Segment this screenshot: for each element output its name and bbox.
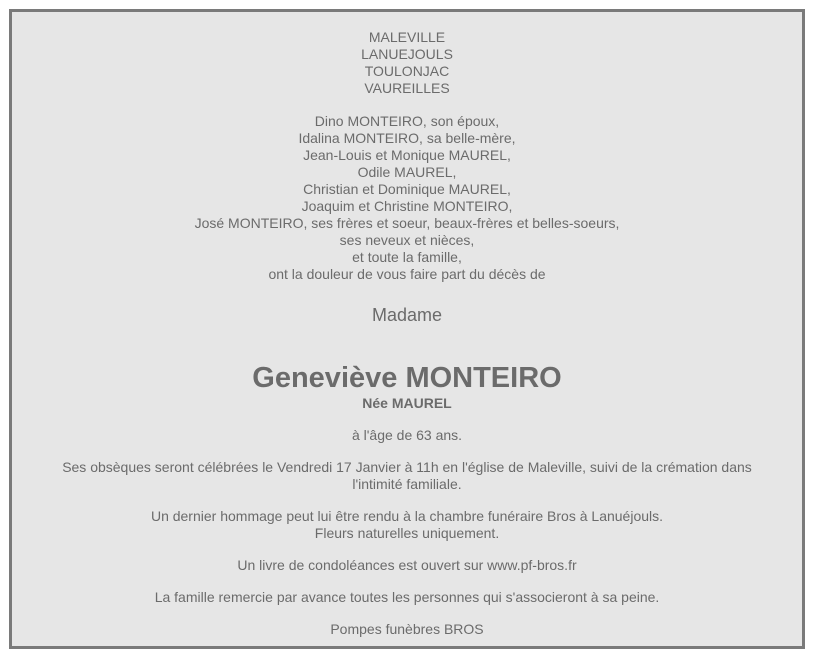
thanks-text: La famille remercie par avance toutes les personnes qui s'associeront à sa peine. xyxy=(154,589,660,605)
funeral-line: l'intimité familiale. xyxy=(352,476,462,492)
family-line: ont la douleur de vous faire part du décès de xyxy=(268,266,546,282)
family-list xyxy=(12,113,802,283)
age-text: à l'âge de 63 ans. xyxy=(351,427,463,443)
obituary-notice xyxy=(9,9,805,649)
place-name: VAUREILLES xyxy=(364,80,450,96)
condolence-book-text: Un livre de condoléances est ouvert sur www.pf-bros.fr xyxy=(237,557,577,573)
funeral-line: Ses obsèques seront célébrées le Vendredi 17 Janvier à 11h en l'église de Maleville, suivi de la crémation dans xyxy=(62,459,752,475)
family-line: et toute la famille, xyxy=(352,249,462,265)
place-name: TOULONJAC xyxy=(364,63,450,79)
deceased-name: Geneviève MONTEIRO xyxy=(252,362,562,394)
place-name: LANUEJOULS xyxy=(361,46,453,62)
funeral-home: Pompes funèbres BROS xyxy=(330,621,484,637)
maiden-name: Née MAUREL xyxy=(362,395,452,411)
family-line: ses neveux et nièces, xyxy=(339,232,475,248)
family-line: Jean-Louis et Monique MAUREL, xyxy=(303,147,511,163)
tribute-line: Fleurs naturelles uniquement. xyxy=(314,525,500,541)
places-list xyxy=(12,29,802,97)
honorific: Madame xyxy=(371,305,443,325)
family-line: Christian et Dominique MAUREL, xyxy=(303,181,511,197)
family-line: Idalina MONTEIRO, sa belle-mère, xyxy=(298,130,516,146)
funeral-details xyxy=(12,459,802,493)
tribute-details xyxy=(12,508,802,542)
place-name: MALEVILLE xyxy=(368,29,446,45)
family-line: Dino MONTEIRO, son époux, xyxy=(314,113,500,129)
tribute-line: Un dernier hommage peut lui être rendu à la chambre funéraire Bros à Lanuéjouls. xyxy=(150,508,664,524)
family-line: Odile MAUREL, xyxy=(357,164,457,180)
family-line: Joaquim et Christine MONTEIRO, xyxy=(301,198,513,214)
family-line: José MONTEIRO, ses frères et soeur, beaux-frères et belles-soeurs, xyxy=(194,215,620,231)
